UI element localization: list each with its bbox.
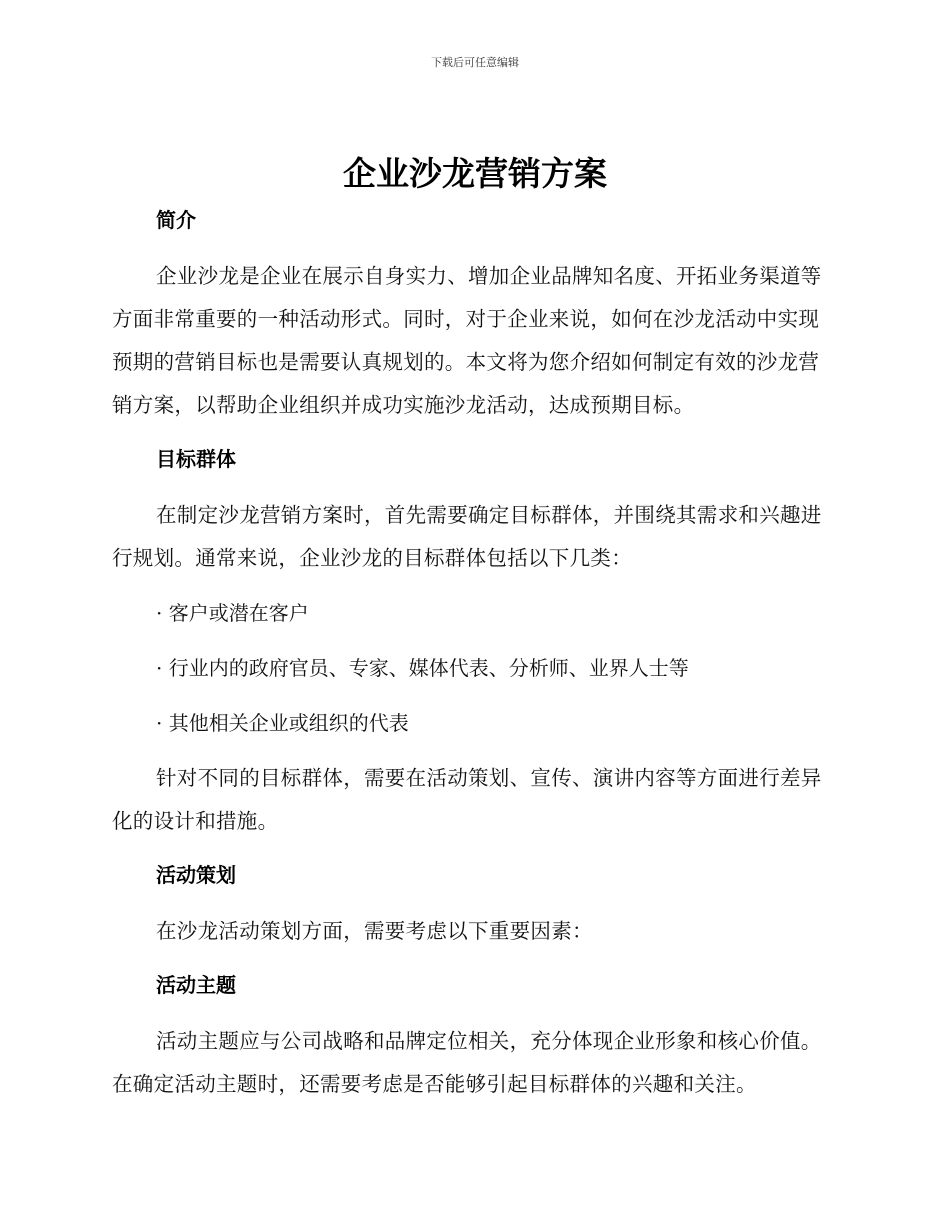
paragraph-theme: 活动主题应与公司战略和品牌定位相关，充分体现企业形象和核心价值。在确定活动主题时，还需要考虑是否能够引起目标群体的兴趣和关注。 bbox=[112, 1029, 822, 1096]
section-heading-intro: 简介 bbox=[156, 208, 196, 232]
document-body bbox=[112, 200, 832, 1118]
paragraph-plan: 在沙龙活动策划方面，需要考虑以下重要因素： bbox=[156, 919, 593, 943]
paragraph-target-1: 在制定沙龙营销方案时，首先需要确定目标群体，并围绕其需求和兴趣进行规划。通常来说，企业沙龙的目标群体包括以下几类： bbox=[112, 503, 822, 570]
document-title: 企业沙龙营销方案 bbox=[343, 154, 607, 193]
paragraph-target-2: 针对不同的目标群体，需要在活动策划、宣传、演讲内容等方面进行差异化的设计和措施。 bbox=[112, 766, 822, 833]
bullet-item: · 行业内的政府官员、专家、媒体代表、分析师、业界人士等 bbox=[156, 656, 689, 680]
bullet-item: · 其他相关企业或组织的代表 bbox=[156, 711, 409, 735]
section-heading-target: 目标群体 bbox=[156, 447, 236, 471]
paragraph-intro: 企业沙龙是企业在展示自身实力、增加企业品牌知名度、开拓业务渠道等方面非常重要的一种活动形式。同时，对于企业来说，如何在沙龙活动中实现预期的营销目标也是需要认真规划的。本文将为您介绍如何制定有效的沙龙营销方案，以帮助企业组织并成功实施沙龙活动，达成预期目标。 bbox=[112, 264, 822, 417]
header-note: 下载后可任意编辑 bbox=[431, 56, 519, 69]
section-heading-plan: 活动策划 bbox=[156, 863, 236, 887]
section-heading-theme: 活动主题 bbox=[156, 973, 236, 997]
bullet-item: · 客户或潜在客户 bbox=[156, 601, 309, 625]
